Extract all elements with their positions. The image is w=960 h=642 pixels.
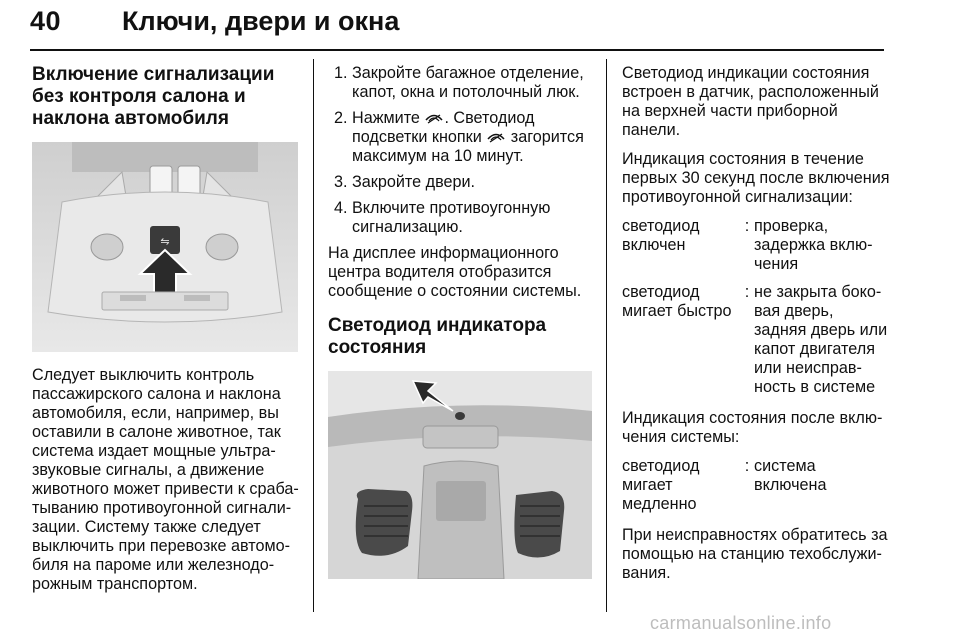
- header-rule: [30, 49, 884, 51]
- status-first-30s-text: Индикация состояния в течение первых 30 секунд после включения противоугонной сигнализации:: [622, 150, 890, 206]
- column-divider-2: [606, 59, 607, 612]
- column-divider-1: [313, 59, 314, 612]
- list-item: 2. Нажмите . Светодиод подсветки кнопки загорится максимум на 10 минут.: [334, 109, 584, 165]
- interior-sensor-button-icon: [486, 131, 506, 143]
- list-item: 4. Включите противоугонную сигнализацию.: [334, 199, 551, 236]
- list-item: 3. Закройте двери.: [334, 173, 476, 191]
- status-term: светодиод включен: [622, 217, 700, 254]
- dashboard-led-photo: [328, 371, 592, 579]
- status-term: светодиод мигает быстро: [622, 283, 732, 320]
- svg-text:⇋: ⇋: [160, 235, 170, 248]
- column-2: [328, 64, 598, 579]
- display-message-text: На дисплее информационного центра водителя отобразится сообщение о состоянии системы.: [328, 244, 582, 300]
- page-number: 40: [30, 6, 62, 36]
- status-desc: проверка, задержка вклю-чения: [754, 217, 873, 273]
- watermark: carmanualsonline.info: [650, 613, 832, 633]
- section-heading-alarm: Включение сигнализации без контроля салона и наклона автомобиля: [32, 64, 275, 129]
- column-1: [32, 64, 302, 604]
- alarm-body-text: Следует выключить контроль пассажирского салона и наклона автомобиля, если, например, вы оставили в салоне животное, так система издает мощные ультра-звуковые сигналы, а движение животного может привести к сраба-тыванию противоугонной сигнали-зации. Систему также следует выключить при перевозке автомо-биля на пароме или железнодо-рожным транспортом.: [32, 366, 299, 593]
- page-header: [30, 6, 930, 44]
- led-location-text: Светодиод индикации состояния встроен в датчик, расположенный на верхней части приборной панели.: [622, 64, 879, 139]
- status-table-after: [622, 457, 890, 514]
- overhead-console-photo: [32, 142, 298, 352]
- service-advice-text: При неисправностях обратитесь за помощью на станцию техобслужи-вания.: [622, 526, 888, 582]
- status-table-initial: [622, 217, 890, 397]
- chapter-title: Ключи, двери и окна: [122, 6, 400, 36]
- status-term: светодиод мигает медленно: [622, 457, 700, 513]
- separator: :: [744, 283, 750, 301]
- section-heading-led: Светодиод индикатора состояния: [328, 315, 547, 358]
- column-3: [622, 64, 890, 593]
- steps-list: [328, 64, 598, 237]
- separator: :: [744, 217, 750, 235]
- status-desc: система включена: [754, 457, 827, 494]
- status-desc: не закрыта боко-вая дверь, задняя дверь или капот двигателя или неисправ-ность в системе: [754, 283, 888, 396]
- status-after-text: Индикация состояния после вклю-чения системы:: [622, 409, 883, 446]
- interior-sensor-button-icon: [424, 112, 444, 124]
- separator: :: [744, 457, 750, 475]
- list-item: 1. Закройте багажное отделение, капот, окна и потолочный люк.: [334, 64, 584, 101]
